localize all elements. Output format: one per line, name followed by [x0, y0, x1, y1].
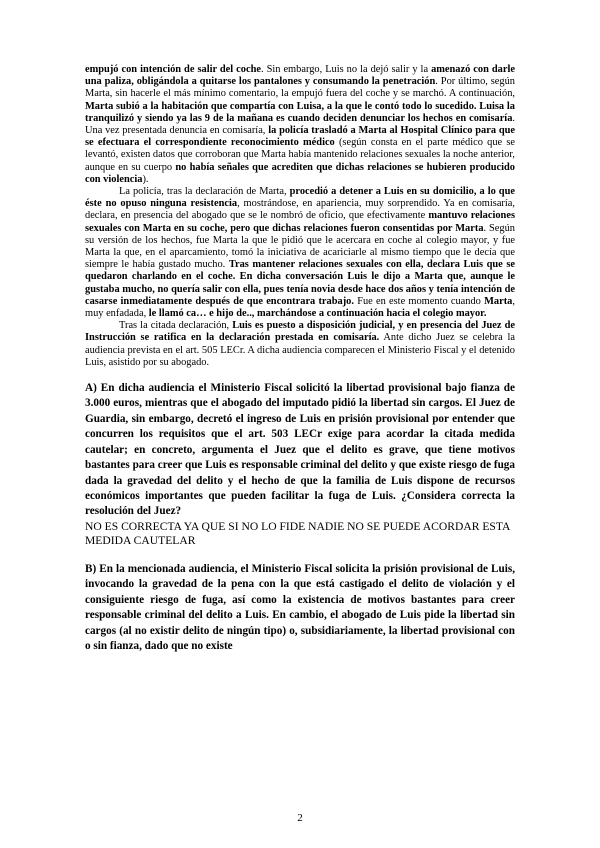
bold-text: Tras mantener relaciones sexuales con ella, declara Luis que se quedaron charlando en el coche. En dicha conversación Luis le dijo a Marta que, aunque le gustaba mucho, no quería salir con ella, pues tenía novia desde hace dos años y tenía intención de casarse inmediatamente después de que encontrara trabajo. — [85, 259, 515, 307]
text-run: . Según su versión de los hechos, fue Marta la que le pidió que le acercara en coche al colegio mayor, y fue Marta la que, en el aparcamiento, tomó la iniciativa de acariciarle al mismo tiempo que le decía que siempre le había gustado mucho. — [85, 222, 515, 271]
text-run: . Sin embargo, Luis no la dejó salir y la — [260, 64, 432, 75]
bold-text: no había señales que acrediten que dichas relaciones se hubieren producido con violencia — [85, 161, 515, 185]
narrative-paragraph — [85, 320, 515, 369]
narrative-paragraph — [85, 186, 515, 320]
document-page — [85, 64, 515, 654]
text-run: (según consta en el parte médico que se levantó, existen datos que corroboran que Marta había mantenido relaciones sexuales la noche anterior, aunque en su cuerpo — [85, 137, 515, 173]
text-run: La policía, tras la declaración de Marta, — [119, 186, 290, 198]
answer-a: NO ES CORRECTA YA QUE SI NO LO FIDE NADIE NO SE PUEDE ACORDAR ESTA MEDIDA CAUTELAR — [85, 519, 510, 548]
bold-text: la policía trasladó a Marta al Hospital Clínico para que se efectuara el correspondiente reconocimiento médico — [85, 125, 515, 149]
bold-text: procedió a detener a Luis en su domicilio, a lo que éste no opuso ninguna resistencia — [85, 186, 515, 210]
text-run: Fue en este momento cuando — [353, 295, 485, 307]
text-run: . Una vez presentada denuncia en comisaría, — [85, 112, 515, 137]
bold-text: Marta — [484, 295, 513, 307]
text-run: ). — [142, 173, 149, 185]
bold-text: empujó con intención de salir del coche — [85, 64, 261, 75]
text-run: , mostrándose, en apariencia, muy sorprendido. Ya en comisaría, declara, en presencia del abogado que se le nombró de oficio, que efectivamente — [85, 198, 515, 222]
text-run: Ante dicho Juez se celebra la audiencia prevista en el art. 505 LECr. A dicha audiencia comparecen el Ministerio Fiscal y el detenido Luis, asistido por su abogado. — [85, 332, 515, 368]
text-run: . Por último, según Marta, sin hacerle el más mínimo comentario, la empujó fuera del coche y se marchó. A continuación, — [85, 76, 515, 100]
text-run: , muy enfadada, — [85, 295, 515, 320]
case-narrative — [85, 64, 515, 369]
bold-text: amenazó con darle una paliza, obligándola a quitarse los pantalones y consumando la penetración — [85, 64, 515, 88]
bold-text: le llamó ca… e hijo de.., marchándose a continuación hacia el colegio mayor. — [148, 308, 487, 320]
bold-text: mantuvo relaciones sexuales con Marta en su coche, pero que dichas relaciones fueron consentidas por Marta — [85, 210, 515, 234]
bold-text: Marta subió a la habitación que compartía con Luisa, a la que le contó todo lo sucedido. Luisa la tranquilizó y siendo ya las 9 de la mañana es cuando deciden denunciar los hechos en comisaría — [85, 100, 515, 124]
text-run: Tras la citada declaración, — [119, 320, 233, 332]
question-a: A) En dicha audiencia el Ministerio Fiscal solicitó la libertad provisional bajo fianza de 3.000 euros, mientras que el abogado del imputado pidió la libertad sin cargos. El Juez de Guardia, sin embargo, decretó el ingreso de Luis en prisión provisional por entender que concurren los requisitos que el art. 503 LECr exige para acordar la citada medida cautelar; en concreto, argumenta el Juez que el delito es grave, que tiene motivos bastantes para creer que Luis es responsable criminal del delito y que existe riesgo de fuga dada la gravedad del delito y el hecho de que la familia de Luis dispone de recursos económicos importantes que pueden facilitar la fuga de Luis. ¿Considera correcta la resolución del Juez? — [85, 382, 515, 518]
page-number: 2 — [297, 812, 303, 824]
question-b: B) En la mencionada audiencia, el Ministerio Fiscal solicita la prisión provisional de Luis, invocando la gravedad de la pena con la que está castigado el delito de violación y el consiguiente riesgo de fuga, así como la existencia de motivos bastantes para creer responsable criminal del delito a Luis. En cambio, el abogado de Luis pide la libertad sin cargos (al no existir delito de ningún tipo) o, subsidiariamente, la libertad provisional con o sin fianza, dado que no existe — [85, 562, 515, 652]
bold-text: Luis es puesto a disposición judicial, y en presencia del Juez de Instrucción se ratifica en la declaración prestada en comisaría. — [85, 320, 515, 344]
narrative-paragraph — [85, 64, 515, 186]
